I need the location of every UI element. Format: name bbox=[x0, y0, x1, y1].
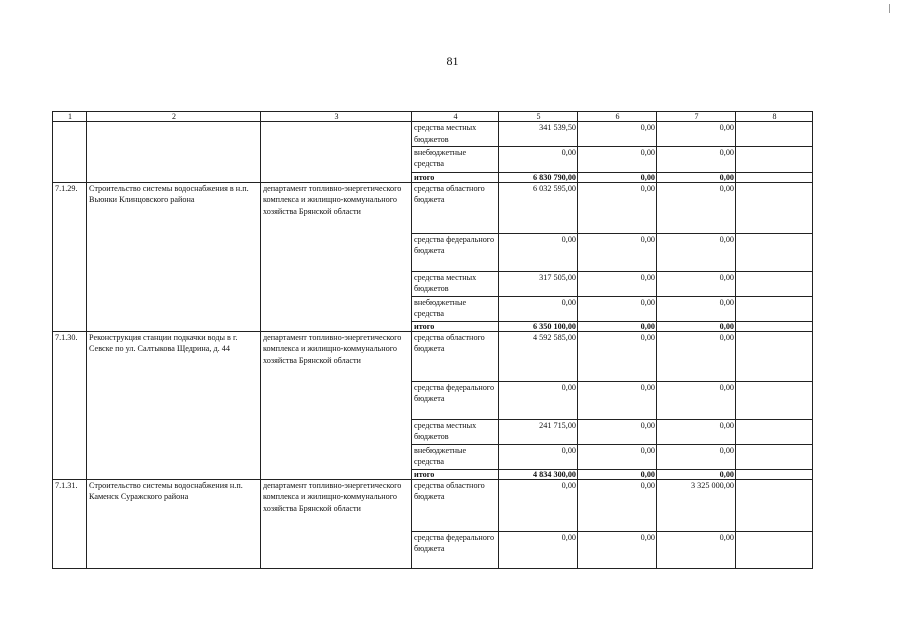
funding-source: средства федерального бюджета bbox=[412, 233, 499, 271]
header-row bbox=[53, 112, 813, 122]
col8-cell bbox=[736, 469, 813, 479]
amount-col5: 0,00 bbox=[499, 444, 578, 469]
amount-col5: 0,00 bbox=[499, 233, 578, 271]
amount-col6: 0,00 bbox=[578, 321, 657, 331]
scan-edge-mark bbox=[889, 4, 890, 13]
item-number-cell: 7.1.29. bbox=[53, 182, 87, 331]
amount-col7: 0,00 bbox=[657, 182, 736, 233]
header-cell: 8 bbox=[736, 112, 813, 122]
col8-cell bbox=[736, 419, 813, 444]
item-name-cell bbox=[87, 122, 261, 183]
funding-source: средства федерального бюджета bbox=[412, 381, 499, 419]
item-name-cell: Строительство системы водоснабжения н.п. Каменск Суражского района bbox=[87, 479, 261, 568]
executor-cell: департамент топливно-энергетического комплекса и жилищно-коммунального хозяйства Брянской области bbox=[261, 182, 412, 331]
header-cell: 1 bbox=[53, 112, 87, 122]
item-number-cell: 7.1.30. bbox=[53, 331, 87, 479]
amount-col5: 0,00 bbox=[499, 381, 578, 419]
col8-cell bbox=[736, 479, 813, 531]
amount-col7: 0,00 bbox=[657, 146, 736, 172]
header-cell: 2 bbox=[87, 112, 261, 122]
amount-col6: 0,00 bbox=[578, 233, 657, 271]
amount-col6: 0,00 bbox=[578, 146, 657, 172]
header-cell: 7 bbox=[657, 112, 736, 122]
amount-col7: 0,00 bbox=[657, 531, 736, 568]
amount-col6: 0,00 bbox=[578, 331, 657, 381]
header-cell: 4 bbox=[412, 112, 499, 122]
budget-table bbox=[52, 111, 813, 569]
col8-cell bbox=[736, 172, 813, 182]
amount-col5: 241 715,00 bbox=[499, 419, 578, 444]
funding-source: итого bbox=[412, 321, 499, 331]
col8-cell bbox=[736, 296, 813, 321]
table-row bbox=[53, 479, 813, 531]
page-number: 81 bbox=[446, 54, 459, 68]
amount-col6: 0,00 bbox=[578, 296, 657, 321]
col8-cell bbox=[736, 122, 813, 147]
amount-col5: 0,00 bbox=[499, 479, 578, 531]
item-number-cell bbox=[53, 122, 87, 183]
funding-source: средства областного бюджета bbox=[412, 331, 499, 381]
amount-col6: 0,00 bbox=[578, 531, 657, 568]
amount-col6: 0,00 bbox=[578, 172, 657, 182]
table-row bbox=[53, 122, 813, 147]
amount-col7: 0,00 bbox=[657, 381, 736, 419]
amount-col5: 341 539,50 bbox=[499, 122, 578, 147]
item-name-cell: Строительство системы водоснабжения в н.п. Вьюнки Клинцовского района bbox=[87, 182, 261, 331]
funding-source: средства местных бюджетов bbox=[412, 271, 499, 296]
amount-col5: 6 350 100,00 bbox=[499, 321, 578, 331]
executor-cell: департамент топливно-энергетического комплекса и жилищно-коммунального хозяйства Брянской области bbox=[261, 479, 412, 568]
amount-col7: 0,00 bbox=[657, 233, 736, 271]
amount-col6: 0,00 bbox=[578, 271, 657, 296]
amount-col5: 0,00 bbox=[499, 531, 578, 568]
item-name-cell: Реконструкция станции подкачки воды в г. Севске по ул. Салтыкова Щедрина, д. 44 bbox=[87, 331, 261, 479]
funding-source: итого bbox=[412, 172, 499, 182]
amount-col5: 6 032 595,00 bbox=[499, 182, 578, 233]
amount-col5: 0,00 bbox=[499, 146, 578, 172]
funding-source: средства областного бюджета bbox=[412, 479, 499, 531]
executor-cell: департамент топливно-энергетического комплекса и жилищно-коммунального хозяйства Брянской области bbox=[261, 331, 412, 479]
table-row bbox=[53, 182, 813, 233]
col8-cell bbox=[736, 182, 813, 233]
col8-cell bbox=[736, 321, 813, 331]
amount-col6: 0,00 bbox=[578, 381, 657, 419]
amount-col7: 0,00 bbox=[657, 331, 736, 381]
table-row bbox=[53, 331, 813, 381]
amount-col6: 0,00 bbox=[578, 122, 657, 147]
amount-col7: 3 325 000,00 bbox=[657, 479, 736, 531]
header-cell: 5 bbox=[499, 112, 578, 122]
col8-cell bbox=[736, 233, 813, 271]
funding-source: средства областного бюджета bbox=[412, 182, 499, 233]
item-number-cell: 7.1.31. bbox=[53, 479, 87, 568]
col8-cell bbox=[736, 531, 813, 568]
col8-cell bbox=[736, 331, 813, 381]
funding-source: внебюджетные средства bbox=[412, 146, 499, 172]
amount-col5: 4 834 300,00 bbox=[499, 469, 578, 479]
header-cell: 3 bbox=[261, 112, 412, 122]
amount-col7: 0,00 bbox=[657, 271, 736, 296]
col8-cell bbox=[736, 146, 813, 172]
funding-source: внебюджетные средства bbox=[412, 444, 499, 469]
funding-source: внебюджетные средства bbox=[412, 296, 499, 321]
col8-cell bbox=[736, 271, 813, 296]
funding-source: средства местных бюджетов bbox=[412, 122, 499, 147]
amount-col7: 0,00 bbox=[657, 172, 736, 182]
funding-source: итого bbox=[412, 469, 499, 479]
amount-col6: 0,00 bbox=[578, 444, 657, 469]
amount-col7: 0,00 bbox=[657, 296, 736, 321]
amount-col7: 0,00 bbox=[657, 469, 736, 479]
amount-col6: 0,00 bbox=[578, 479, 657, 531]
amount-col7: 0,00 bbox=[657, 444, 736, 469]
amount-col7: 0,00 bbox=[657, 419, 736, 444]
col8-cell bbox=[736, 444, 813, 469]
amount-col5: 6 830 790,00 bbox=[499, 172, 578, 182]
executor-cell bbox=[261, 122, 412, 183]
funding-source: средства федерального бюджета bbox=[412, 531, 499, 568]
amount-col6: 0,00 bbox=[578, 419, 657, 444]
col8-cell bbox=[736, 381, 813, 419]
amount-col7: 0,00 bbox=[657, 122, 736, 147]
amount-col6: 0,00 bbox=[578, 469, 657, 479]
amount-col6: 0,00 bbox=[578, 182, 657, 233]
amount-col5: 0,00 bbox=[499, 296, 578, 321]
amount-col5: 4 592 585,00 bbox=[499, 331, 578, 381]
amount-col5: 317 505,00 bbox=[499, 271, 578, 296]
amount-col7: 0,00 bbox=[657, 321, 736, 331]
funding-source: средства местных бюджетов bbox=[412, 419, 499, 444]
header-cell: 6 bbox=[578, 112, 657, 122]
